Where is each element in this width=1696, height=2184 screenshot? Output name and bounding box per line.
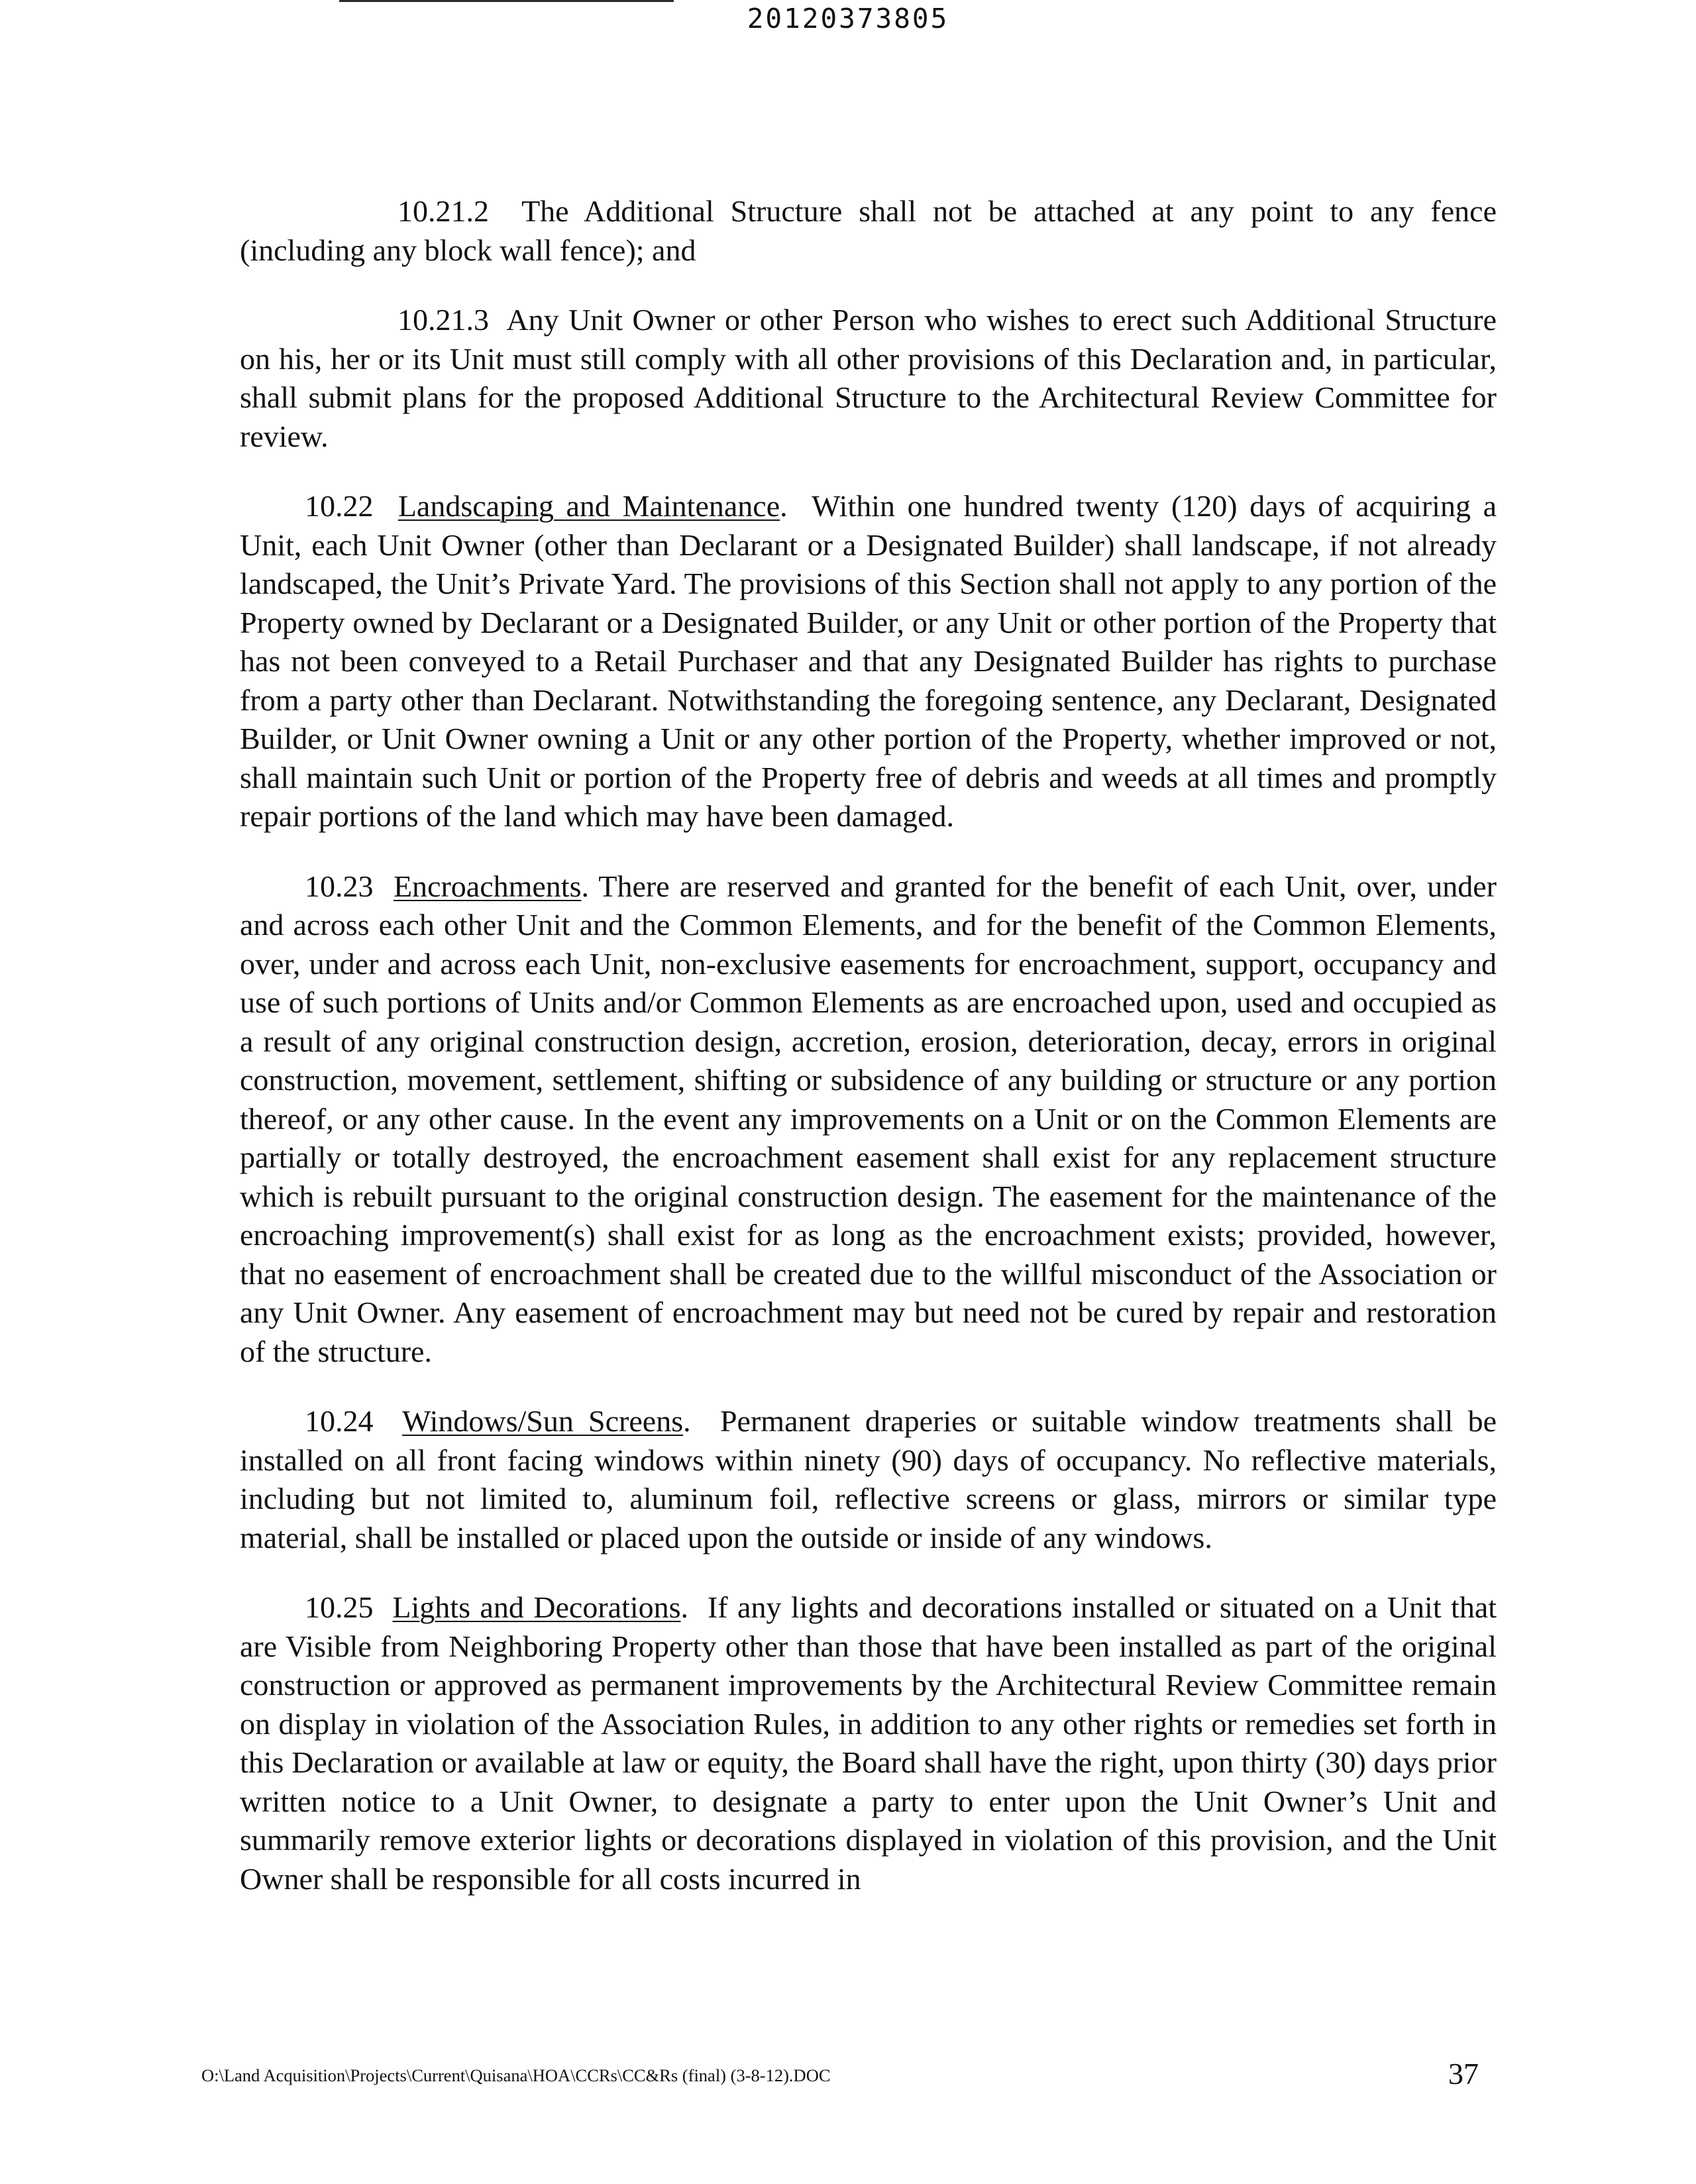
page-number: 37 (1448, 2057, 1479, 2091)
top-rule (339, 0, 674, 2)
section-text: Permanent draperies or suitable window treatments shall be installed on all front facing windows within ninety (90) days of occupancy. No reflective materials, including but not limited to, aluminum foil, reflective screens or glass, mirrors or similar type material, shall be installed or placed upon the outside or inside of any windows. (240, 1404, 1497, 1555)
section-number: 10.23 (305, 869, 374, 903)
section-heading: Lights and Decorations (392, 1590, 681, 1624)
document-body (240, 192, 1497, 1930)
section-number: 10.24 (305, 1404, 374, 1438)
paragraph-number: 10.21.2 (398, 194, 489, 228)
paragraph-text: Any Unit Owner or other Person who wishes to erect such Additional Structure on his, her or its Unit must still comply with all other provisions of this Declaration and, in particular, shall submit plans for the proposed Additional Structure to the Architectural Review Committee for review. (240, 303, 1497, 453)
document-number: 20120373805 (747, 3, 949, 34)
section-heading: Windows/Sun Screens (402, 1404, 684, 1438)
section-heading: Landscaping and Maintenance (398, 489, 780, 523)
paragraph-number: 10.21.3 (398, 303, 489, 337)
paragraph-10-21-2 (240, 192, 1497, 270)
section-number: 10.25 (305, 1590, 374, 1624)
section-text: If any lights and decorations installed or situated on a Unit that are Visible from Neighboring Property other than those that have been installed as part of the original construction or approved as permanent improvements by the Architectural Review Committee remain on display in violation of the Association Rules, in addition to any other rights or remedies set forth in this Declaration or available at law or equity, the Board shall have the right, upon thirty (30) days prior written notice to a Unit Owner, to designate a party to enter upon the Unit Owner’s Unit and summarily remove exterior lights or decorations displayed in violation of this provision, and the Unit Owner shall be responsible for all costs incurred in (240, 1590, 1497, 1896)
section-text: Within one hundred twenty (120) days of acquiring a Unit, each Unit Owner (other than Declarant or a Designated Builder) shall landscape, if not already landscaped, the Unit’s Private Yard. The provisions of this Section shall not apply to any portion of the Property owned by Declarant or a Designated Builder, or any Unit or other portion of the Property that has not been conveyed to a Retail Purchaser and that any Designated Builder has rights to purchase from a party other than Declarant. Notwithstanding the foregoing sentence, any Declarant, Designated Builder, or Unit Owner owning a Unit or any other portion of the Property, whether improved or not, shall maintain such Unit or portion of the Property free of debris and weeds at all times and promptly repair portions of the land which may have been damaged. (240, 489, 1497, 833)
section-10-23: 10.23 Encroachments. There are reserved and granted for the benefit of each Unit, over, under and across each other Unit and the Common Elements, and for the benefit of the Common Elements, over, under and across each Unit, non-exclusive easements for encroachment, support, occupancy and use of such portions of Units and/or Common Elements as are encroached upon, used and occupied as a result of any original construction design, accretion, erosion, deterioration, decay, errors in original construction, movement, settlement, shifting or subsidence of any building or structure or any portion thereof, or any other cause. In the event any improvements on a Unit or on the Common Elements are partially or totally destroyed, the encroachment easement shall exist for any replacement structure which is rebuilt pursuant to the original construction design. The easement for the maintenance of the encroaching improvement(s) shall exist for as long as the encroachment exists; provided, however, that no easement of encroachment shall be created due to the willful misconduct of the Association or any Unit Owner. Any easement of encroachment may but need not be cured by repair and restoration of the structure. (240, 869, 1497, 1368)
section-heading: Encroachments (393, 869, 582, 903)
paragraph-10-21-3 (240, 301, 1497, 456)
section-10-24: 10.24 Windows/Sun Screens. Permanent draperies or suitable window treatments shall be installed on all front facing windows within ninety (90) days of occupancy. No reflective materials, including but not limited to, aluminum foil, reflective screens or glass, mirrors or similar type material, shall be installed or placed upon the outside or inside of any windows. (240, 1404, 1497, 1555)
section-10-22: 10.22 Landscaping and Maintenance. Within one hundred twenty (120) days of acquiring a Unit, each Unit Owner (other than Declarant or a Designated Builder) shall landscape, if not already landscaped, the Unit’s Private Yard. The provisions of this Section shall not apply to any portion of the Property owned by Declarant or a Designated Builder, or any Unit or other portion of the Property that has not been conveyed to a Retail Purchaser and that any Designated Builder has rights to purchase from a party other than Declarant. Notwithstanding the foregoing sentence, any Declarant, Designated Builder, or Unit Owner owning a Unit or any other portion of the Property, whether improved or not, shall maintain such Unit or portion of the Property free of debris and weeds at all times and promptly repair portions of the land which may have been damaged. (240, 489, 1497, 833)
section-number: 10.22 (305, 489, 374, 523)
paragraph-text: The Additional Structure shall not be attached at any point to any fence (including any block wall fence); and (240, 194, 1497, 267)
footer-file-path: O:\Land Acquisition\Projects\Current\Quisana\HOA\CCRs\CC&Rs (final) (3-8-12).DOC (201, 2065, 831, 2085)
section-text: There are reserved and granted for the benefit of each Unit, over, under and across each other Unit and the Common Elements, and for the benefit of the Common Elements, over, under and across each Unit, non-exclusive easements for encroachment, support, occupancy and use of such portions of Units and/or Common Elements as are encroached upon, used and occupied as a result of any original construction design, accretion, erosion, deterioration, decay, errors in original construction, movement, settlement, shifting or subsidence of any building or structure or any portion thereof, or any other cause. In the event any improvements on a Unit or on the Common Elements are partially or totally destroyed, the encroachment easement shall exist for any replacement structure which is rebuilt pursuant to the original construction design. The easement for the maintenance of the encroaching improvement(s) shall exist for as long as the encroachment exists; provided, however, that no easement of encroachment shall be created due to the willful misconduct of the Association or any Unit Owner. Any easement of encroachment may but need not be cured by repair and restoration of the structure. (240, 869, 1497, 1368)
section-10-25: 10.25 Lights and Decorations. If any lights and decorations installed or situated on a Unit that are Visible from Neighboring Property other than those that have been installed as part of the original construction or approved as permanent improvements by the Architectural Review Committee remain on display in violation of the Association Rules, in addition to any other rights or remedies set forth in this Declaration or available at law or equity, the Board shall have the right, upon thirty (30) days prior written notice to a Unit Owner, to designate a party to enter upon the Unit Owner’s Unit and summarily remove exterior lights or decorations displayed in violation of this provision, and the Unit Owner shall be responsible for all costs incurred in (240, 1590, 1497, 1896)
